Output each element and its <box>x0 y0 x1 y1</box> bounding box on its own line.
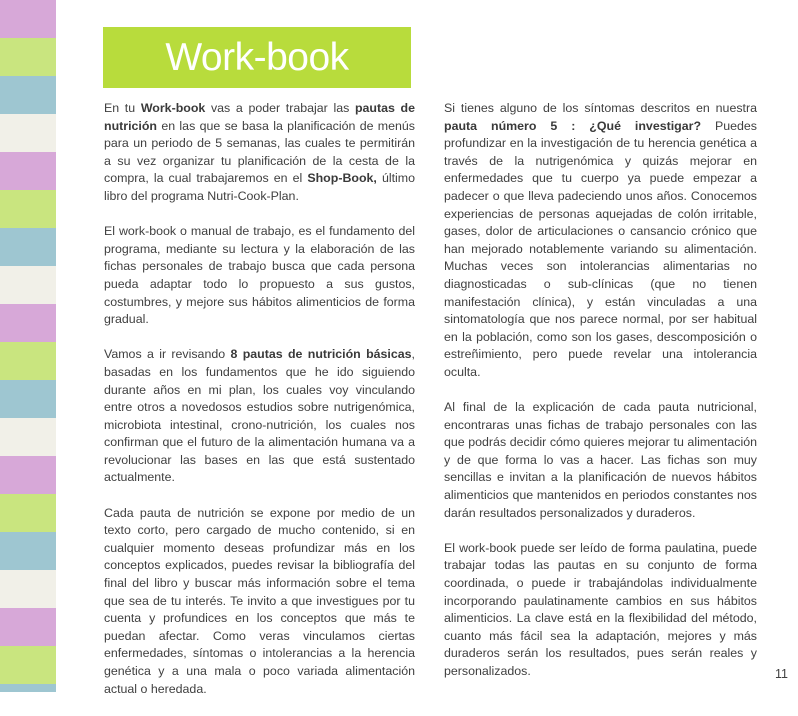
right-paragraph-1 <box>444 100 757 382</box>
text-run: Vamos a ir revisando <box>104 347 231 362</box>
right-paragraph-2: Al final de la explicación de cada pauta nutricional, encontraras unas fichas de trabajo personales con las que podrás decidir cómo quieres mejorar tu alimentación y de que forma lo vas a hacer. Las fichas son muy sencillas e invitan a la planificación de nuevos hábitos alimenticios que mantenidos en periodos constantes nos darán resultados personalizados y duraderos. <box>444 400 757 520</box>
text-run: En tu <box>104 101 141 115</box>
title-banner <box>103 27 411 88</box>
stripe-block <box>0 304 56 342</box>
left-paragraph-1 <box>104 100 415 206</box>
stripe-block <box>0 152 56 190</box>
stripe-block <box>0 494 56 532</box>
bold-text: Shop-Book, <box>307 171 377 186</box>
stripe-block <box>0 228 56 266</box>
left-paragraph-2: El work-book o manual de trabajo, es el fundamento del programa, mediante su lectura y la elaboración de las fichas personales de trabajo busca que cada persona pueda adaptar todo lo propuesto a sus gustos, costumbres, y mejore sus hábitos alimenticios de forma gradual. <box>104 224 415 327</box>
bold-text: Work-book <box>140 101 206 115</box>
right-column <box>444 100 757 698</box>
bold-text: pauta número 5 : ¿Qué investigar? <box>444 118 702 133</box>
text-run: vas a poder trabajar las <box>205 101 355 115</box>
stripe-block <box>0 76 56 114</box>
stripe-block <box>0 532 56 570</box>
bold-text: 8 pautas de nutrición básicas <box>230 347 412 362</box>
stripe-block <box>0 456 56 494</box>
color-stripe <box>0 0 56 692</box>
left-column <box>104 100 415 716</box>
left-paragraph-3 <box>104 346 415 487</box>
stripe-block <box>0 570 56 608</box>
stripe-block <box>0 0 56 38</box>
stripe-block <box>0 266 56 304</box>
bold-text: pautas de nutrición <box>104 101 416 133</box>
stripe-block <box>0 190 56 228</box>
left-paragraph-4: Cada pauta de nutrición se expone por medio de un texto corto, pero cargado de mucho contenido, si en cualquier momento deseas profundizar más en los conceptos explicados, puedes revisar la bibliografía del final del libro y buscar más información sobre el tema que sea de tu interés. Te invito a que investigues por tu cuenta y profundices en los conceptos que más te puedan afectar. Como veras vinculamos ciertas enfermedades, síntomas o intolerancias a la herencia genética y a una mala o poco variada alimentación actual o heredada. <box>104 505 415 696</box>
text-run: último libro del programa Nutri-Cook-Plan. <box>104 171 416 203</box>
text-run: en las que se basa la planificación de menús para un periodo de 5 semanas, las cuales te permitirán a su vez organizar tu planificación de la cesta de la compra, la cual trabajaremos en el <box>104 118 415 186</box>
page-title: Work-book <box>165 35 349 79</box>
text-run: , basadas en los fundamentos que he ido siguiendo durante años en mi plan, los cuales voy vinculando entre otros a novedosos estudios sobre nutrigenómica, microbiota intestinal, crono-nutrición, los cuales nos confirman que el futuro de la alimentación humana va a revolucionar las bases en las que está sustentado actualmente. <box>104 347 415 485</box>
stripe-block <box>0 114 56 152</box>
stripe-block <box>0 38 56 76</box>
page-number: 11 <box>775 667 788 681</box>
text-run: Puedes profundizar en la investigación de tu herencia genética a través de la nutrigenómica y quizás mejorar en enfermedades que tu cuerpo ya puede empezar a padecer o que lleva padeciendo unos años. Conocemos experiencias de personas aquejadas de colón irritable, gases, dolor de articulaciones o cansancio crónico que han mejorado notablemente variando su alimentación. Muchas veces son intolerancias alimentarias no diagnosticadas o sub-clínicas (que no tienen manifestación clínica), y están vinculadas a una sintomatología que nos parece normal, por ser habitual en la población, como son los gases, descomposición o estreñimiento, pero puede revelar una intolerancia oculta. <box>444 118 758 379</box>
stripe-block <box>0 684 56 692</box>
stripe-block <box>0 608 56 646</box>
stripe-block <box>0 380 56 418</box>
text-run: Si tienes alguno de los síntomas descritos en nuestra <box>444 101 757 115</box>
right-paragraph-3: El work-book puede ser leído de forma paulatina, puede trabajar todas las pautas en su conjunto de forma coordinada, o puede ir trabajándolas individualmente incorporando paulatinamente cambios en sus hábitos alimenticios. La clave está en la flexibilidad del método, cuanto más fácil sea la adaptación, mejores y más duraderos serán los resultados, pues serán reales y personalizados. <box>444 540 757 678</box>
stripe-block <box>0 342 56 380</box>
stripe-block <box>0 646 56 684</box>
stripe-block <box>0 418 56 456</box>
